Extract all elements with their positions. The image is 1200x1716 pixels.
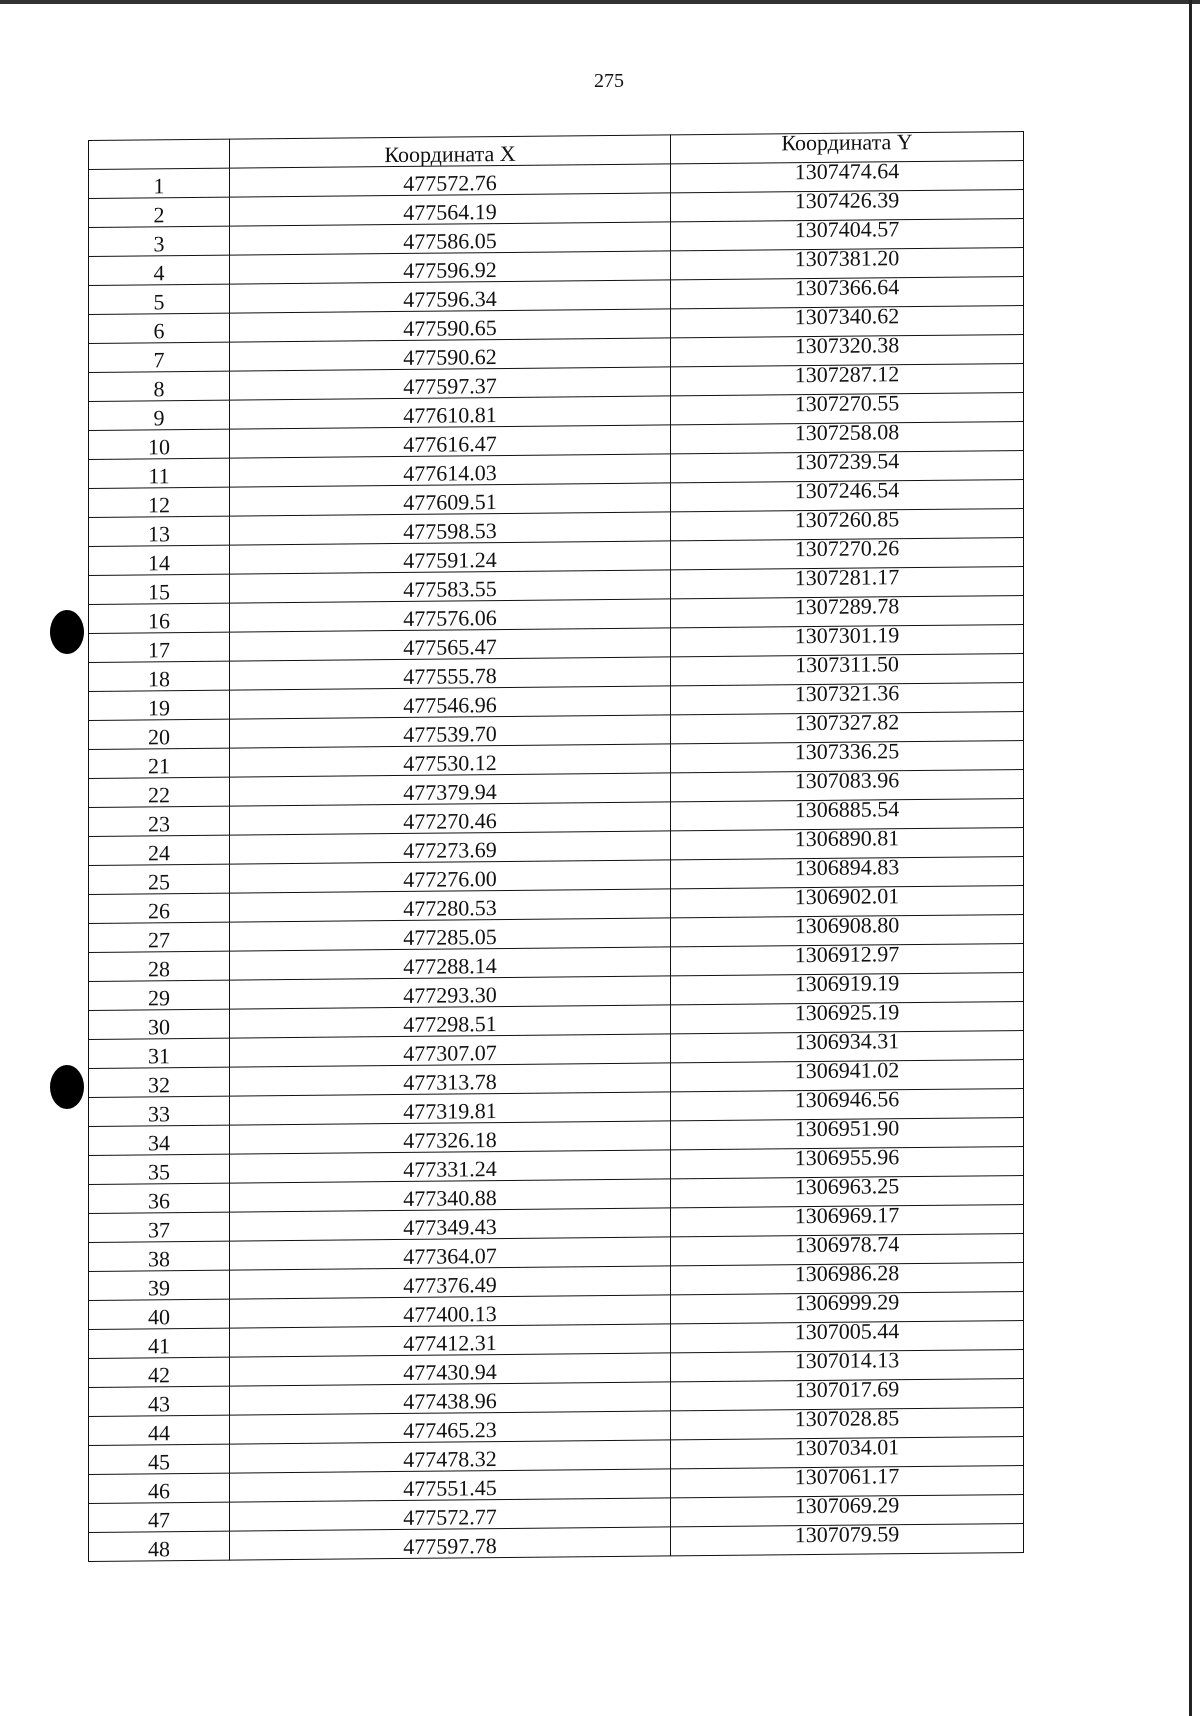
coordinate-x-value: 477597.78 (230, 1527, 671, 1560)
row-number: 25 (89, 864, 230, 894)
row-number: 28 (89, 951, 230, 981)
coordinate-x-value: 477331.24 (230, 1150, 671, 1183)
row-number: 16 (89, 603, 230, 633)
coordinate-x-value: 477565.47 (230, 628, 671, 661)
coordinate-y-value: 1306885.54 (794, 796, 900, 823)
punch-hole-icon (50, 1065, 84, 1109)
coordinate-y-value: 1307083.96 (794, 767, 900, 794)
coordinate-x-value: 477326.18 (230, 1121, 671, 1154)
row-number: 45 (89, 1444, 230, 1474)
coordinate-y-value: 1306969.17 (794, 1202, 900, 1229)
coordinate-y-value: 1307336.25 (794, 738, 900, 765)
coordinate-y-value: 1306986.28 (794, 1260, 900, 1287)
header-number (89, 139, 230, 169)
coordinate-x-value: 477340.88 (230, 1179, 671, 1212)
coordinate-y-value: 1306925.19 (794, 999, 900, 1026)
coordinate-x-value: 477293.30 (230, 976, 671, 1009)
row-number: 40 (89, 1299, 230, 1329)
coordinate-x-value: 477555.78 (230, 657, 671, 690)
row-number: 13 (89, 516, 230, 546)
coordinate-y-value: 1306908.80 (794, 912, 900, 939)
coordinate-y-value: 1307270.55 (794, 390, 900, 417)
row-number: 38 (89, 1241, 230, 1271)
coordinate-y-value: 1307281.17 (794, 564, 900, 591)
row-number: 24 (89, 835, 230, 865)
coordinate-y-value: 1306955.96 (794, 1144, 900, 1171)
coordinate-x-value: 477590.65 (230, 309, 671, 342)
coordinate-y-value: 1307260.85 (794, 506, 900, 533)
coordinate-y-cell (671, 1521, 1024, 1556)
header-coordinate-y-text: Координата Y (781, 129, 913, 156)
row-number: 46 (89, 1473, 230, 1503)
row-number: 17 (89, 632, 230, 662)
coordinate-y-value: 1307069.29 (794, 1492, 900, 1519)
coordinate-x-value: 477288.14 (230, 947, 671, 980)
row-number: 18 (89, 661, 230, 691)
row-number: 4 (89, 255, 230, 285)
coordinate-y-value: 1307005.44 (794, 1318, 900, 1345)
coordinate-x-value: 477597.37 (230, 367, 671, 400)
coordinate-y-value: 1306919.19 (794, 970, 900, 997)
coordinate-y-value: 1307014.13 (794, 1347, 900, 1374)
coordinate-y-value: 1307017.69 (794, 1376, 900, 1403)
row-number: 47 (89, 1502, 230, 1532)
coordinate-x-value: 477438.96 (230, 1382, 671, 1415)
coordinate-x-value: 477478.32 (230, 1440, 671, 1473)
coordinate-y-value: 1306963.25 (794, 1173, 900, 1200)
coordinate-y-value: 1307404.57 (794, 216, 900, 243)
row-number: 30 (89, 1009, 230, 1039)
coordinate-y-value: 1307287.12 (794, 361, 900, 388)
coordinate-y-value: 1307311.50 (795, 651, 899, 678)
scan-edge-top (0, 0, 1200, 4)
coordinate-y-value: 1306978.74 (794, 1231, 900, 1258)
coordinate-x-value: 477539.70 (230, 715, 671, 748)
coordinate-x-value: 477564.19 (230, 193, 671, 226)
coordinate-y-value: 1307340.62 (794, 303, 900, 330)
coordinate-x-value: 477591.24 (230, 541, 671, 574)
row-number: 8 (89, 371, 230, 401)
coordinate-x-value: 477376.49 (230, 1266, 671, 1299)
coordinate-x-value: 477572.76 (230, 164, 671, 197)
row-number: 44 (89, 1415, 230, 1445)
coordinate-y-value: 1307258.08 (794, 419, 900, 446)
coordinate-x-value: 477586.05 (230, 222, 671, 255)
coordinate-y-value: 1306951.90 (794, 1115, 900, 1142)
row-number: 22 (89, 777, 230, 807)
coordinate-x-value: 477576.06 (230, 599, 671, 632)
page-number: 275 (594, 70, 624, 92)
row-number: 31 (89, 1038, 230, 1068)
row-number: 6 (89, 313, 230, 343)
coordinate-y-value: 1307079.59 (794, 1521, 900, 1548)
coordinate-y-value: 1307321.36 (794, 680, 900, 707)
coordinate-y-value: 1307061.17 (794, 1463, 900, 1490)
row-number: 1 (89, 168, 230, 198)
row-number: 7 (89, 342, 230, 372)
coordinate-x-value: 477614.03 (230, 454, 671, 487)
coordinate-y-value: 1307239.54 (794, 448, 900, 475)
coordinate-x-value: 477616.47 (230, 425, 671, 458)
row-number: 23 (89, 806, 230, 836)
coordinate-x-value: 477412.31 (230, 1324, 671, 1357)
row-number: 15 (89, 574, 230, 604)
row-number: 27 (89, 922, 230, 952)
coordinate-x-value: 477583.55 (230, 570, 671, 603)
row-number: 42 (89, 1357, 230, 1387)
coordinate-x-value: 477313.78 (230, 1063, 671, 1096)
coordinate-y-value: 1307246.54 (794, 477, 900, 504)
row-number: 2 (89, 197, 230, 227)
coordinate-x-value: 477546.96 (230, 686, 671, 719)
coordinate-y-value: 1307320.38 (794, 332, 900, 359)
coordinate-x-value: 477379.94 (230, 773, 671, 806)
coordinate-x-value: 477319.81 (230, 1092, 671, 1125)
row-number: 20 (89, 719, 230, 749)
row-number: 35 (89, 1154, 230, 1184)
coordinate-x-value: 477430.94 (230, 1353, 671, 1386)
coordinate-x-value: 477609.51 (230, 483, 671, 516)
coordinate-x-value: 477596.92 (230, 251, 671, 284)
coordinate-x-value: 477610.81 (230, 396, 671, 429)
row-number: 29 (89, 980, 230, 1010)
coordinate-x-value: 477572.77 (230, 1498, 671, 1531)
coordinate-y-value: 1307366.64 (794, 274, 900, 301)
coordinate-x-value: 477276.00 (230, 860, 671, 893)
coordinate-y-value: 1306946.56 (794, 1086, 900, 1113)
row-number: 19 (89, 690, 230, 720)
coordinate-x-value: 477590.62 (230, 338, 671, 371)
row-number: 3 (89, 226, 230, 256)
coordinate-y-value: 1306902.01 (794, 883, 900, 910)
scan-edge-right (1189, 0, 1192, 1716)
coordinate-x-value: 477465.23 (230, 1411, 671, 1444)
row-number: 36 (89, 1183, 230, 1213)
coordinate-y-value: 1306912.97 (794, 941, 900, 968)
coordinate-y-value: 1307474.64 (794, 158, 900, 185)
coordinate-x-value: 477349.43 (230, 1208, 671, 1241)
coordinate-y-value: 1307426.39 (794, 187, 900, 214)
coordinate-y-value: 1306941.02 (794, 1057, 900, 1084)
coordinate-x-value: 477280.53 (230, 889, 671, 922)
coordinate-x-value: 477596.34 (230, 280, 671, 313)
coordinate-y-value: 1306890.81 (794, 825, 900, 852)
coordinate-x-value: 477285.05 (230, 918, 671, 951)
row-number: 21 (89, 748, 230, 778)
coordinate-x-value: 477307.07 (230, 1034, 671, 1067)
coordinate-y-value: 1306934.31 (794, 1028, 900, 1055)
coordinate-y-value: 1307270.26 (794, 535, 900, 562)
row-number: 41 (89, 1328, 230, 1358)
punch-hole-icon (50, 610, 84, 654)
table-body (89, 158, 1024, 1562)
row-number: 9 (89, 400, 230, 430)
row-number: 12 (89, 487, 230, 517)
row-number: 32 (89, 1067, 230, 1097)
row-number: 48 (89, 1531, 230, 1561)
coordinate-y-value: 1307301.19 (794, 622, 900, 649)
row-number: 43 (89, 1386, 230, 1416)
coordinate-x-value: 477400.13 (230, 1295, 671, 1328)
header-coordinate-x: Координата X (230, 135, 671, 168)
coordinates-table (88, 131, 1024, 1562)
coordinate-y-value: 1307034.01 (794, 1434, 900, 1461)
coordinate-y-value: 1307289.78 (794, 593, 900, 620)
row-number: 5 (89, 284, 230, 314)
row-number: 34 (89, 1125, 230, 1155)
coordinate-x-value: 477551.45 (230, 1469, 671, 1502)
coordinate-x-value: 477530.12 (230, 744, 671, 777)
coordinate-x-value: 477270.46 (230, 802, 671, 835)
row-number: 26 (89, 893, 230, 923)
coordinate-x-value: 477298.51 (230, 1005, 671, 1038)
row-number: 39 (89, 1270, 230, 1300)
coordinate-y-value: 1307327.82 (794, 709, 900, 736)
row-number: 14 (89, 545, 230, 575)
coordinate-y-value: 1307381.20 (794, 245, 900, 272)
coordinate-x-value: 477273.69 (230, 831, 671, 864)
coordinate-x-value: 477364.07 (230, 1237, 671, 1270)
coordinate-y-value: 1306894.83 (794, 854, 900, 881)
coordinate-y-value: 1306999.29 (794, 1289, 900, 1316)
row-number: 10 (89, 429, 230, 459)
row-number: 11 (89, 458, 230, 488)
coordinate-y-value: 1307028.85 (794, 1405, 900, 1432)
row-number: 33 (89, 1096, 230, 1126)
row-number: 37 (89, 1212, 230, 1242)
coordinate-x-value: 477598.53 (230, 512, 671, 545)
